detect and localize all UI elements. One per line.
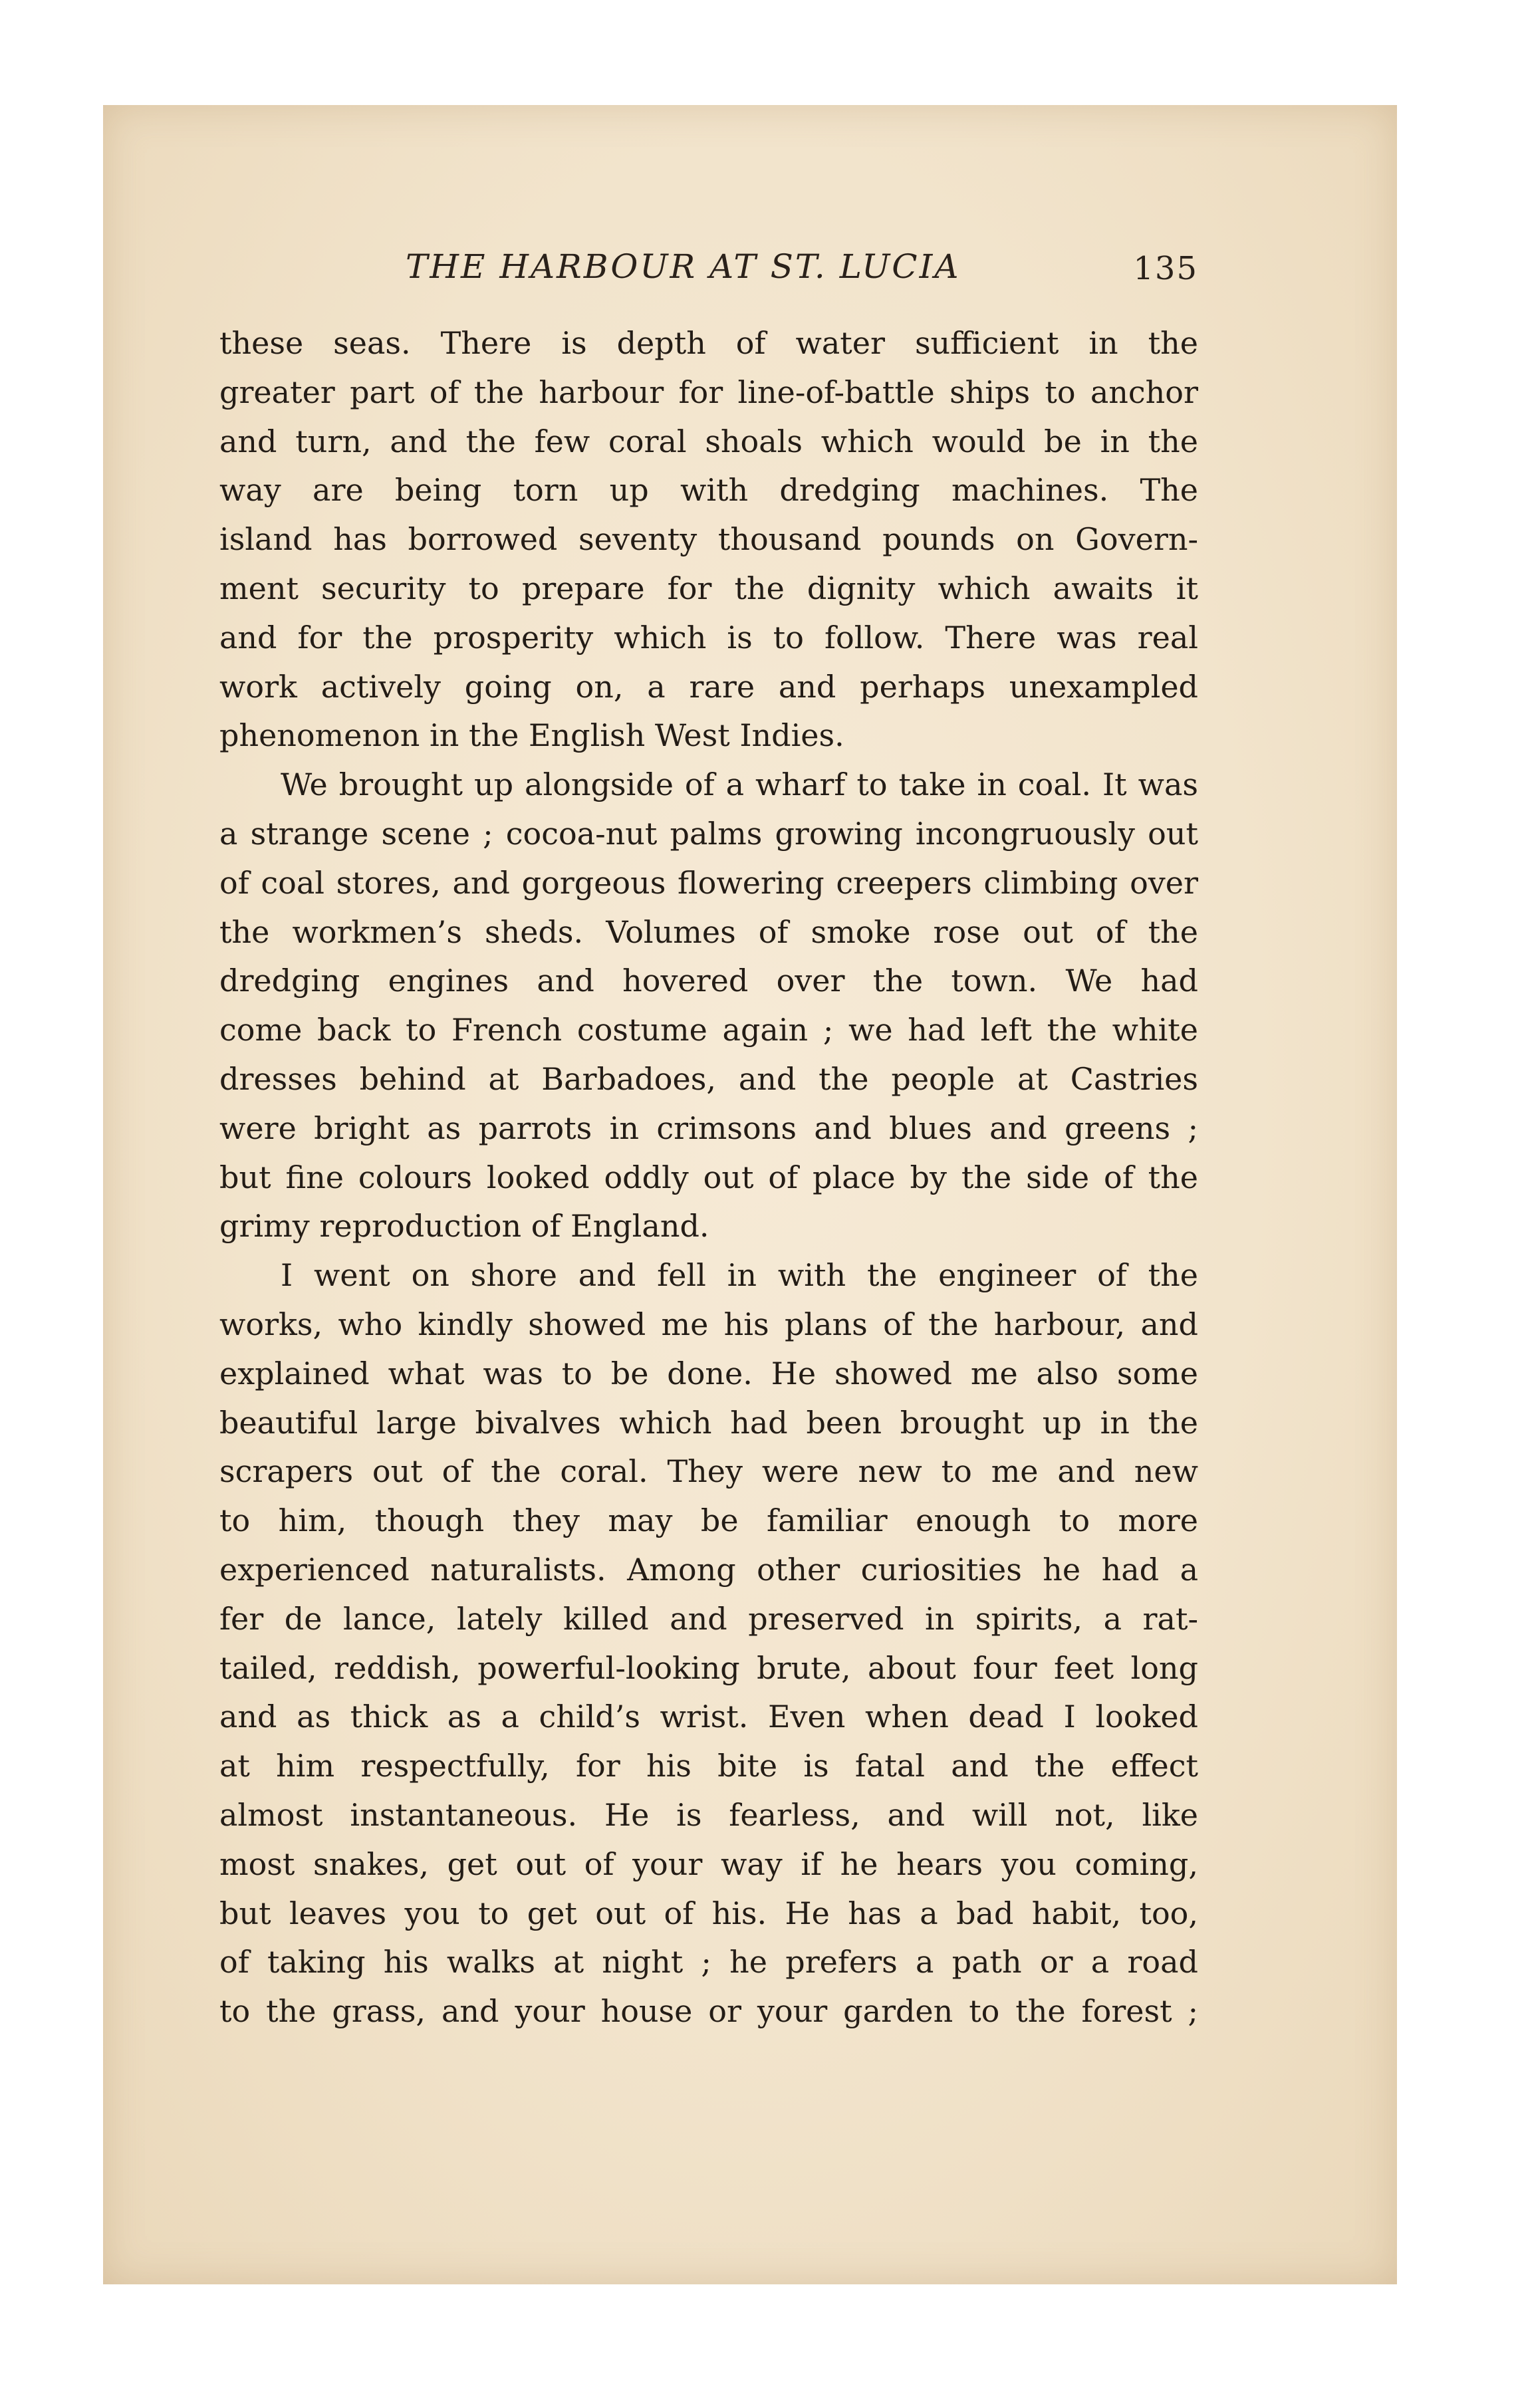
text-line: but fine colours looked oddly out of place by the side of the xyxy=(219,1159,1198,1195)
text-line: to him, though they may be familiar enough to more xyxy=(219,1503,1198,1539)
text-line: fer de lance, lately killed and preserved in spirits, a rat- xyxy=(219,1600,1198,1637)
paragraph-end-line: grimy reproduction of England. xyxy=(219,1208,709,1245)
page-number: 135 xyxy=(1133,250,1198,287)
text-line: most snakes, get out of your way if he hears you coming, xyxy=(219,1846,1198,1882)
running-title: THE HARBOUR AT ST. LUCIA xyxy=(406,247,961,286)
paragraph-start-line: I went on shore and fell in with the engineer of the xyxy=(281,1257,1198,1294)
text-line: island has borrowed seventy thousand pounds on Govern- xyxy=(219,521,1198,558)
text-line: dredging engines and hovered over the town. We had xyxy=(219,963,1198,999)
text-line: come back to French costume again ; we had left the white xyxy=(219,1012,1198,1048)
text-line: almost instantaneous. He is fearless, and will not, like xyxy=(219,1796,1198,1833)
text-line: but leaves you to get out of his. He has a bad habit, too, xyxy=(219,1895,1198,1931)
text-line: dresses behind at Barbadoes, and the people at Castries xyxy=(219,1060,1198,1097)
text-line: these seas. There is depth of water sufficient in the xyxy=(219,325,1198,361)
text-line: and for the prosperity which is to follow. There was real xyxy=(219,619,1198,656)
text-line: works, who kindly showed me his plans of the harbour, and xyxy=(219,1306,1198,1342)
text-line: at him respectfully, for his bite is fatal and the effect xyxy=(219,1748,1198,1784)
text-line: and as thick as a child’s wrist. Even when dead I looked xyxy=(219,1699,1198,1735)
text-line: the workmen’s sheds. Volumes of smoke rose out of the xyxy=(219,913,1198,950)
text-line: were bright as parrots in crimsons and blues and greens ; xyxy=(219,1110,1198,1146)
text-line: to the grass, and your house or your garden to the forest ; xyxy=(219,1993,1198,2030)
text-line: experienced naturalists. Among other curiosities he had a xyxy=(219,1551,1198,1588)
paragraph-end-line: phenomenon in the English West Indies. xyxy=(219,717,844,754)
text-line: a strange scene ; cocoa-nut palms growing incongruously out xyxy=(219,815,1198,852)
text-line: of taking his walks at night ; he prefers a path or a road xyxy=(219,1944,1198,1981)
text-line: and turn, and the few coral shoals which would be in the xyxy=(219,423,1198,459)
text-line: scrapers out of the coral. They were new to me and new xyxy=(219,1453,1198,1490)
text-line: tailed, reddish, powerful-looking brute, about four feet long xyxy=(219,1649,1198,1686)
text-line: greater part of the harbour for line-of-battle ships to anchor xyxy=(219,374,1198,410)
running-head xyxy=(219,247,1198,301)
text-line: of coal stores, and gorgeous flowering creepers climbing over xyxy=(219,864,1198,901)
text-line: ment security to prepare for the dignity which awaits it xyxy=(219,570,1198,606)
text-line: beautiful large bivalves which had been brought up in the xyxy=(219,1404,1198,1441)
text-line: work actively going on, a rare and perhaps unexampled xyxy=(219,668,1198,705)
text-line: way are being torn up with dredging machines. The xyxy=(219,472,1198,509)
body-text xyxy=(219,319,1198,2036)
paragraph-start-line: We brought up alongside of a wharf to take in coal. It was xyxy=(281,767,1198,803)
text-line: explained what was to be done. He showed me also some xyxy=(219,1355,1198,1391)
